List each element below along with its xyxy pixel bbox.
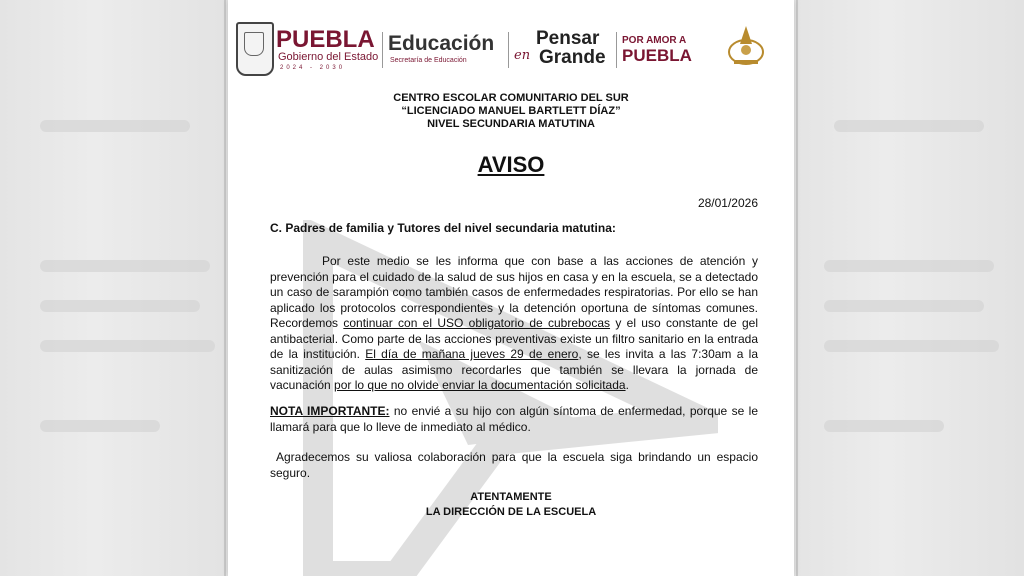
- document-date: 28/01/2026: [697, 196, 758, 210]
- closing-paragraph: Agradecemos su valiosa colaboración para que la escuela siga brindando un espacio seguro.: [270, 450, 758, 480]
- poramor-logo-text: POR AMOR A: [622, 35, 687, 46]
- paragraph-text: , se les invita a las 7:30am a la sanitización de aulas asimismo recordarles que también se llevara la jornada de vacunación: [270, 347, 758, 392]
- logo-divider: [508, 32, 509, 68]
- header-logos: [236, 18, 786, 80]
- blurred-background-left: [0, 0, 235, 576]
- blurred-background-right: [794, 0, 1024, 576]
- state-seal-icon: [236, 22, 274, 76]
- underlined-text-documentation: por lo que no olvide enviar la documentación solicitada: [334, 378, 626, 392]
- pensar-logo-text: Pensar: [536, 28, 600, 49]
- en-logo-text: en: [514, 48, 531, 63]
- frame-edge-right: [796, 0, 798, 576]
- underlined-text-date: El día de mañana jueves 29 de enero: [365, 347, 579, 361]
- signature-line-2: LA DIRECCIÓN DE LA ESCUELA: [425, 506, 597, 518]
- note-label: NOTA IMPORTANTE:: [270, 404, 390, 418]
- paragraph-text: y el uso constante de gel antibacterial. Como parte de las acciones preventivas existe un filtro sanitario en la entrada de la institución.: [270, 316, 758, 361]
- document-page: [228, 0, 794, 576]
- school-line-2: “LICENCIADO MANUEL BARTLETT DÍAZ”: [401, 105, 621, 117]
- logo-divider: [382, 32, 383, 68]
- school-name-block: [228, 92, 794, 131]
- gobierno-text: Gobierno del Estado: [278, 51, 379, 63]
- school-line-3: NIVEL SECUNDARIA MATUTINA: [427, 118, 595, 130]
- greeting: C. Padres de familia y Tutores del nivel secundaria matutina:: [270, 221, 616, 235]
- page-title: AVISO: [477, 152, 545, 177]
- grande-logo-text: Grande: [539, 47, 606, 68]
- underlined-text-cubrebocas: continuar con el USO obligatorio de cubrebocas: [343, 316, 611, 330]
- paragraph-text: .: [625, 378, 629, 392]
- educacion-logo-text: Educación: [388, 32, 495, 55]
- paragraph-text: Por este medio se les informa que con base a las acciones de atención y prevención para el cuidado de la salud de sus hijos en casa y en la escuela, se a detectado un caso de sarampión como también casos de enfermedades respiratorias. Por ello se han aplicado los protocolos correspondientes y la detención oportuna de síntomas comunes. Recordemos: [270, 254, 758, 330]
- important-note: [270, 404, 758, 435]
- note-text: no envié a su hijo con algún síntoma de enfermedad, porque se le llamará para que lo lleve de inmediato al médico.: [270, 404, 758, 434]
- years-text: 2024 - 2030: [280, 65, 346, 71]
- signature-block: [228, 490, 794, 520]
- school-crest-icon: [726, 22, 766, 68]
- signature-line-1: ATENTAMENTE: [470, 491, 552, 503]
- logo-divider: [616, 32, 617, 68]
- puebla-logo-text: PUEBLA: [276, 26, 375, 53]
- puebla-amor-logo-text: PUEBLA: [622, 46, 692, 65]
- paragraph-main: [270, 254, 758, 394]
- frame-edge-left: [224, 0, 226, 576]
- school-line-1: CENTRO ESCOLAR COMUNITARIO DEL SUR: [393, 92, 629, 104]
- secretaria-text: Secretaría de Educación: [390, 57, 467, 64]
